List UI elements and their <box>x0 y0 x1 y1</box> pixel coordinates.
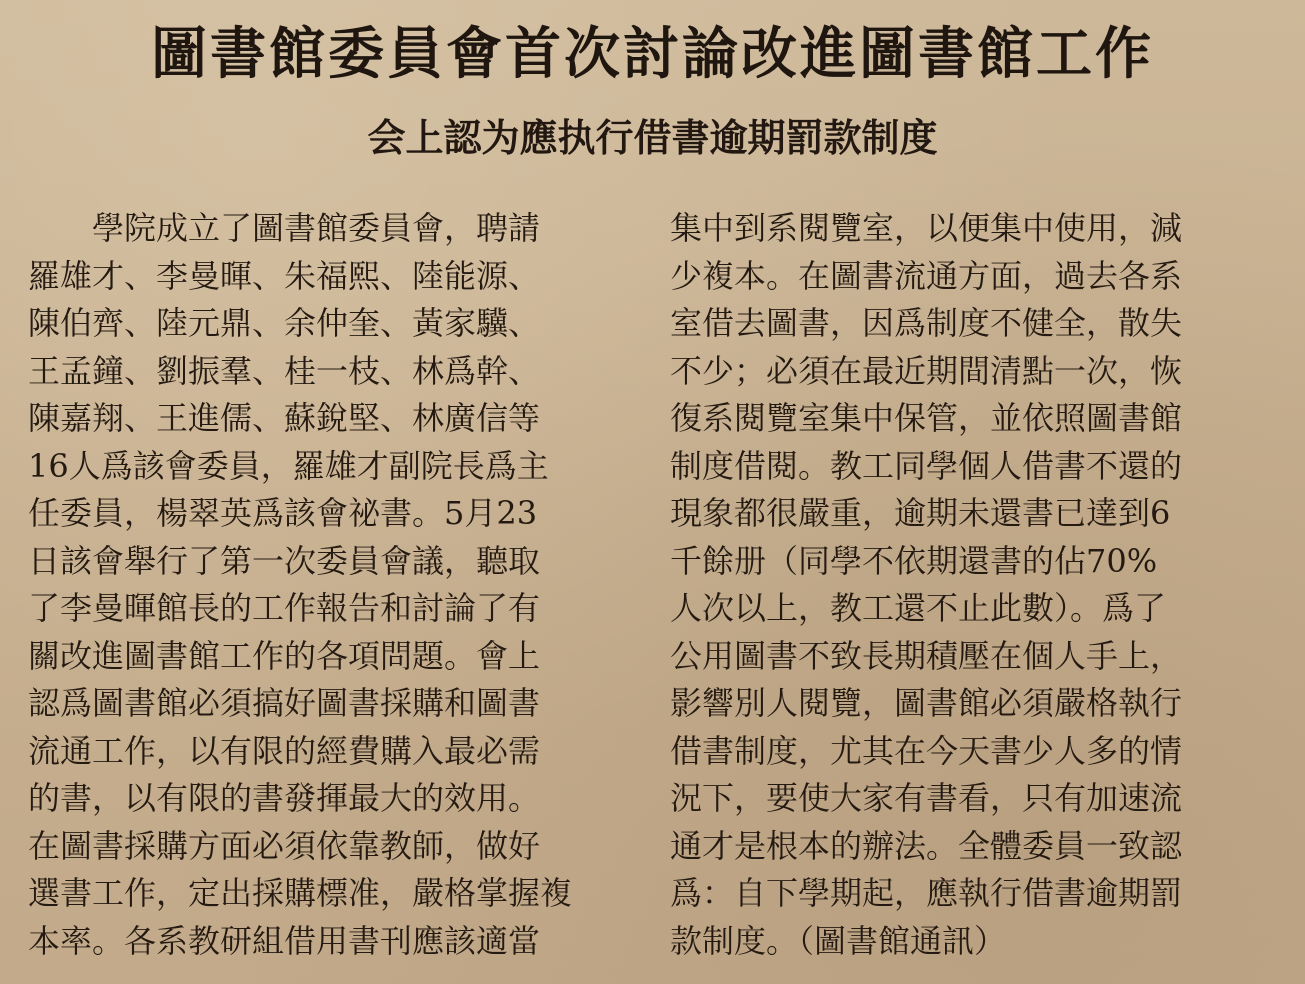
text-line: 流通工作，以有限的經費購入最必需 <box>28 731 541 770</box>
subheadline: 会上認为應执行借書逾期罰款制度 <box>367 116 938 160</box>
text-line: 室借去圖書，因爲制度不健全，散失 <box>670 304 1183 342</box>
text-line: 復系閱覽室集中保管，並依照圖書館 <box>670 399 1183 437</box>
text-line: 本率。各系教研組借用書刊應該適當 <box>28 921 541 960</box>
text-line: 人次以上，教工還不止此數）。爲了 <box>670 589 1167 627</box>
text-line: 陳嘉翔、王進儒、蘇銳堅、林廣信等 <box>28 399 541 437</box>
text-line: 借書制度，尤其在今天書少人多的情 <box>670 731 1183 770</box>
text-line: 16人爲該會委員，羅雄才副院長爲主 <box>28 446 549 485</box>
text-line: 王孟鐘、劉振羣、桂一枝、林爲幹、 <box>28 351 541 390</box>
text-line: 日該會舉行了第一次委員會議，聽取 <box>28 541 541 580</box>
text-line: 認爲圖書館必須搞好圖書採購和圖書 <box>28 684 541 722</box>
text-line: 陳伯齊、陸元鼎、余仲奎、黃家驥、 <box>28 304 541 342</box>
article-column-right <box>670 205 1282 965</box>
text-line: 千餘册（同學不依期還書的佔70% <box>670 541 1158 580</box>
text-line: 任委員，楊翠英爲該會祕書。5月23 <box>28 494 538 532</box>
text-line: 了李曼暉館長的工作報告和討論了有 <box>28 589 541 627</box>
text-line: 少複本。在圖書流通方面，過去各系 <box>670 256 1183 295</box>
text-line: 學院成立了圖書館委員會，聘請 <box>92 209 541 247</box>
text-line: 況下，要使大家有書看，只有加速流 <box>670 779 1183 817</box>
text-line: 的書，以有限的書發揮最大的效用。 <box>28 779 541 817</box>
text-line: 選書工作，定出採購標准，嚴格掌握複 <box>28 874 573 912</box>
text-line: 款制度。（圖書館通訊） <box>670 921 1007 960</box>
text-line: 爲：自下學期起，應執行借書逾期罰 <box>670 874 1183 912</box>
text-line: 現象都很嚴重，逾期未還書已達到6 <box>670 494 1171 532</box>
text-line: 公用圖書不致長期積壓在個人手上， <box>670 636 1183 675</box>
text-line: 通才是根本的辦法。全體委員一致認 <box>670 826 1183 865</box>
text-line: 在圖書採購方面必須依靠教師，做好 <box>28 826 541 865</box>
text-line: 影響別人閱覽，圖書館必須嚴格執行 <box>670 684 1183 722</box>
headline: 圖書館委員會首次討論改進圖書館工作 <box>151 22 1154 87</box>
text-line: 制度借閱。教工同學個人借書不還的 <box>670 446 1183 485</box>
text-line: 羅雄才、李曼暉、朱福熙、陸能源、 <box>28 256 541 295</box>
article-column-left <box>28 205 636 965</box>
text-line: 集中到系閱覽室，以便集中使用，減 <box>670 209 1183 247</box>
text-line: 不少；必須在最近期間清點一次，恢 <box>670 351 1183 390</box>
text-line: 關改進圖書館工作的各項問題。會上 <box>28 636 541 675</box>
